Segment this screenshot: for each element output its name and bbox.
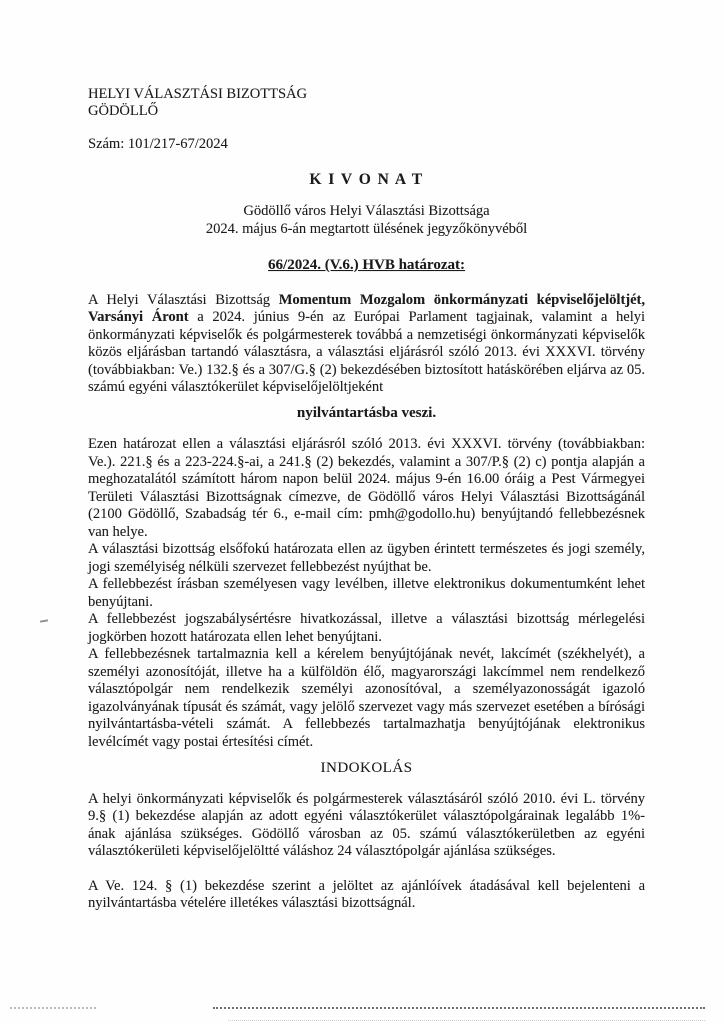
appeal-paragraph-how-to-submit: A fellebbezést írásban személyesen vagy levélben, illetve elektronikus dokumentumként lehet benyújtani. [88,576,645,610]
decision-paragraph [88,292,645,397]
session-info [88,203,645,238]
decision-heading-text: 66/2024. (V.6.) HVB határozat: [268,257,465,273]
appeal-section [88,436,645,751]
session-date-line: 2024. május 6-án megtartott ülésének jegyzőkönyvéből [205,220,528,237]
justification-paragraph-recommendations: A helyi önkormányzati képviselők és polgármesterek választásáról szóló 2010. évi L. törvény 9.§ (1) bekezdése alapján az adott egyéni választókerület választópolgárainak legalább 1%-ának ajánlása szükséges. Gödöllő városban az 05. számú választókerületben az egyéni választókerületi képviselőjelöltté váláshoz 24 választópolgár ajánlása szükséges. [88,790,645,859]
decision-intro-text: A Helyi Választási Bizottság [88,291,279,308]
document-title: K I V O N A T [309,170,424,188]
session-committee-line: Gödöllő város Helyi Választási Bizottsága [243,203,490,219]
issuing-organization: HELYI VÁLASZTÁSI BIZOTTSÁG [88,86,307,102]
scan-artifact-dotted-line-left [10,1007,96,1009]
decision-verdict: nyilvántartásba veszi. [296,404,437,421]
decision-heading [88,257,645,275]
scan-artifact-dotted-line-bottom [228,1020,705,1021]
appeal-paragraph-required-content: A fellebbezésnek tartalmaznia kell a kérelem benyújtójának nevét, lakcímét (székhelyét), a személyi azonosítóját, illetve ha a külföldön élő, magyarországi lakcímmel nem rendelkező választópolgár nem rendelkezik személyi azonosítóval, a személyazonosságát igazoló igazolványának típusát és számát, vagy jelölő szervezet vagy más szervezet esetében a bírósági nyilvántartásba-vételi számát. A fellebbezés tartalmazhatja benyújtójának elektronikus levélcímét vagy postai értesítési címét. [88,646,645,750]
issuing-city: GÖDÖLLŐ [88,102,159,119]
scan-artifact-dotted-line-main [213,1007,705,1009]
justification-heading: INDOKOLÁS [320,760,413,776]
document-content [88,86,645,913]
justification-paragraph-registration-rule: A Ve. 124. § (1) bekezdése szerint a jelöltet az ajánlóívek átadásával kell bejelenteni a nyilvántartásba vételére illetékes választási bizottságnál. [88,877,645,911]
appeal-paragraph-deadline: Ezen határozat ellen a választási eljárásról szóló 2013. évi XXXVI. törvény (továbbiakban: Ve.). 221.§ és a 223-224.§-ai, a 241.§ (2) bekezdés, valamint a 307/P.§ (2) c) pontja alapján a meghozatalától számított három napon belül 2024. május 9-én 16.00 óráig a Pest Vármegyei Területi Választási Bizottságnak címezve, de Gödöllő város Helyi Választási Bizottságánál (2100 Gödöllő, Szabadság tér 6., e-mail cím: pmh@godollo.hu) benyújtandó fellebbezésnek van helye. [88,436,645,540]
decision-body-text: a 2024. június 9-én az Európai Parlament tagjainak, valamint a helyi önkormányzati képviselők és polgármesterek továbbá a nemzetiségi önkormányzati képviselők közös eljárásban tartandó választásra, a választási eljárásról szóló 2013. évi XXXVI. törvény (továbbiakban: Ve.) 132.§ és a 307/G.§ (2) bekezdésében biztosított hatáskörében eljárva az 05. számú egyéni választókerület képviselőjelöltjeként [88,309,646,395]
document-header [88,86,645,154]
appeal-paragraph-grounds: A fellebbezést jogszabálysértésre hivatkozással, illetve a választási bizottság mérlegelési jogkörben hozott határozata ellen lehet benyújtani. [88,611,645,645]
decision-candidate-name: Momentum Mozgalom önkormányzati képviselőjelöltjét, Varsányi Áront [88,291,645,325]
scan-artifact-margin-dash [40,619,48,622]
appeal-paragraph-who-may-appeal: A választási bizottság elsőfokú határozata ellen az ügyben érintett természetes és jogi személy, jogi személyiség nélküli szervezet fellebbezést nyújthat be. [88,541,645,575]
case-number: Szám: 101/217-67/2024 [88,136,228,152]
